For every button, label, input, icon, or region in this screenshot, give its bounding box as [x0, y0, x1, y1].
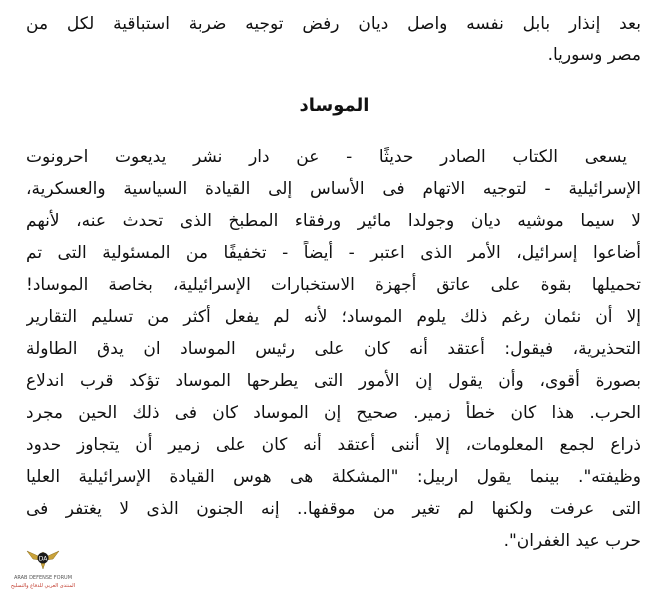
emblem-text: DA: [38, 555, 48, 563]
paragraph-line-6: إلا أن نئمان رغم ذلك يلوم الموساد؛ لأنه لم يفعل أكثر من تسليم التقارير: [26, 307, 641, 327]
paragraph-line-1: يسعى الكتاب الصادر حديثًا - عن دار نشر يديعوت احرونوت: [26, 147, 627, 167]
paragraph-line-13: حرب عيد الغفران".: [503, 531, 641, 551]
paragraph-line-5: تحميلها بقوة على عاتق أجهزة الاستخبارات الإسرائيلية، بخاصة الموساد!: [26, 275, 641, 295]
paragraph-line-10: ذراع لجمع المعلومات، إلا أننى أعتقد أنه كان على زمير أن يتجاوز حدود: [26, 435, 641, 455]
paragraph-line-3: لا سيما موشيه ديان وجولدا مائير ورفقاء المطبخ الذى تحدث عنه، لأنهم: [26, 211, 641, 231]
intro-line-2: مصر وسوريا.: [547, 45, 641, 65]
paragraph-line-11: وظيفته". بينما يقول اربيل: "المشكلة هى هوس القيادة الإسرائيلية العليا: [26, 467, 641, 487]
section-title: الموساد: [299, 95, 370, 116]
watermark-arabic-text: المنتدى العربي للدفاع والتسليح: [10, 583, 76, 589]
watermark-english-text: ARAB DEFENSE FORUM: [13, 575, 73, 581]
paragraph-line-9: الحرب. هذا كان خطأ زمير. صحيح إن الموساد كان فى ذلك الحين مجرد: [26, 403, 641, 423]
paragraph-line-8: بصورة أقوى، وأن يقول إن الأمور التى يطرحها الموساد تؤكد قرب اندلاع: [26, 371, 641, 391]
intro-line-1: بعد إنذار بابل نفسه واصل ديان رفض توجيه ضربة استباقية لكل من: [26, 14, 641, 34]
paragraph-line-4: أضاعوا إسرائيل، الأمر الذى اعتبر - أيضاً - تخفيفًا من المسئولية التى تم: [26, 243, 641, 263]
eagle-emblem-icon: [26, 545, 60, 571]
paragraph-line-12: التى عرفت ولكنها لم تغير من موقفها.. إنه الجنون الذى لا يغتفر فى: [26, 499, 641, 519]
paragraph-line-7: التحذيرية، فيقول: أعتقد أنه كان على رئيس الموساد ان يدق الطاولة: [26, 339, 641, 359]
watermark: [4, 545, 82, 599]
paragraph-line-2: الإسرائيلية - لتوجيه الاتهام فى الأساس إلى القيادة السياسية والعسكرية،: [26, 179, 641, 199]
